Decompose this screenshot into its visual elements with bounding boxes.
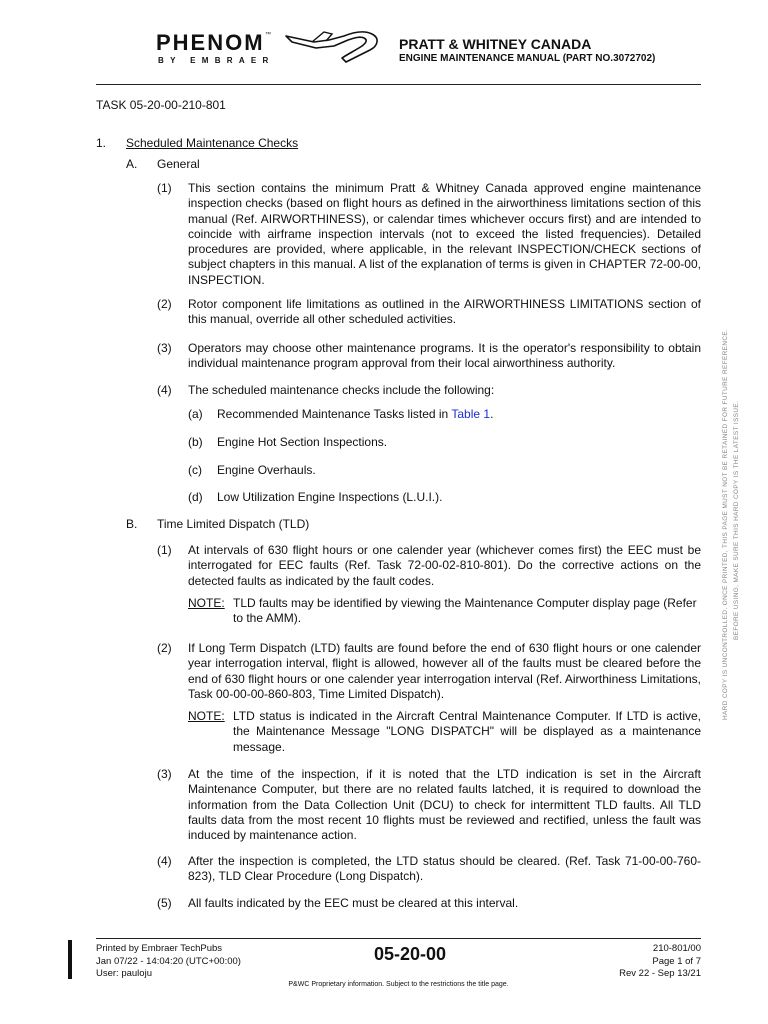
- item-text: The scheduled maintenance checks include the following:: [188, 383, 495, 397]
- note-text: TLD faults may be identified by viewing the Maintenance Computer display page (Refer to the AMM).: [233, 596, 697, 626]
- subsection-title: Time Limited Dispatch (TLD): [157, 517, 310, 531]
- item-number: (4): [157, 854, 172, 868]
- subsection-letter: B.: [126, 517, 138, 531]
- proprietary-notice: P&WC Proprietary information. Subject to the restrictions the title page.: [288, 981, 509, 988]
- subitem-text: Engine Overhauls.: [217, 463, 316, 477]
- subitem-text: Recommended Maintenance Tasks listed in Table 1.: [217, 407, 494, 421]
- header-divider: [96, 84, 701, 85]
- item-number: (1): [157, 543, 172, 557]
- phenom-logo-subtitle: BY EMBRAER: [158, 56, 275, 65]
- item-number: (1): [157, 181, 172, 195]
- task-ref: 210-801/00: [652, 943, 701, 954]
- task-number: TASK 05-20-00-210-801: [96, 98, 226, 112]
- item-number: (3): [157, 767, 172, 781]
- item-text: Rotor component life limitations as outlined in the AIRWORTHINESS LIMITATIONS section of this manual, override all other scheduled activities.: [188, 297, 701, 327]
- subsection-letter: A.: [126, 157, 138, 171]
- subitem-number: (c): [188, 463, 202, 477]
- item-number: (4): [157, 383, 172, 397]
- item-text: At intervals of 630 flight hours or one calender year (whichever comes first) the EEC must be interrogated for EEC faults (Ref. Task 72-00-02-810-801). Do the corrective actions on the detected faults as indicated by the fault codes.: [188, 543, 701, 588]
- section-number: 1.: [96, 136, 107, 150]
- item-text: All faults indicated by the EEC must be cleared at this interval.: [188, 896, 519, 910]
- subitem-number: (a): [188, 407, 203, 421]
- chapter-code: 05-20-00: [373, 944, 447, 964]
- trademark-mark: ™: [265, 32, 271, 38]
- page-info: [560, 943, 701, 981]
- subitem-text: Engine Hot Section Inspections.: [217, 435, 388, 449]
- subsection-title: General: [157, 157, 200, 171]
- item-number: (2): [157, 641, 172, 655]
- item-text: This section contains the minimum Pratt & Whitney Canada approved engine maintenance inspection checks (based on flight hours as defined in the airworthiness limitations section of this manual (Ref. AIRWORTHINESS), or calendar times whichever occurs first) and are intended to coincide with airframe inspection intervals (not to exceed the listed frequencies). Detailed procedures are provided, where applicable, in the relevant INSPECTION/CHECK sections of subject chapters in this manual. A list of the explanation of terms is given in CHAPTER 72-00-00, INSPECTION.: [188, 181, 701, 287]
- footer-divider: [96, 938, 701, 939]
- aircraft-logo-icon: [284, 28, 384, 66]
- page-number: Page 1 of 7: [652, 955, 701, 967]
- print-info: [96, 943, 241, 981]
- item-number: (5): [157, 896, 172, 910]
- item-text: At the time of the inspection, if it is noted that the LTD indication is set in the Aircraft Maintenance Computer, but there are no related faults latched, it is required to download the information from the Data Collection Unit (DCU) to check for intermittent TLD faults. All TLD faults data from the most recent 10 flights must be reviewed and rectified, unless the fault was induced by maintenance action.: [188, 767, 701, 843]
- printed-date: Jan 07/22 - 14:04:20 (UTC+00:00): [96, 955, 241, 967]
- manual-title: ENGINE MAINTENANCE MANUAL (PART NO.3072702): [399, 53, 656, 64]
- printed-by: Printed by Embraer TechPubs: [96, 943, 223, 954]
- watermark-line-2: BEFORE USING, MAKE SURE THIS HARD COPY IS THE LATEST ISSUE.: [733, 400, 740, 640]
- note-text: LTD status is indicated in the Aircraft Central Maintenance Computer. If LTD is active, the Maintenance Message "LONG DISPATCH" will be displayed as a maintenance message.: [233, 709, 701, 754]
- note-label: NOTE:: [188, 596, 225, 610]
- watermark-line-1: HARD COPY IS UNCONTROLLED. ONCE PRINTED, THIS PAGE MUST NOT BE RETAINED FOR FUTURE REFERENCE.: [722, 328, 729, 720]
- note-label: NOTE:: [188, 709, 225, 723]
- subitem-number: (d): [188, 490, 203, 504]
- subitem-text: Low Utilization Engine Inspections (L.U.I.).: [217, 490, 443, 504]
- subitem-number: (b): [188, 435, 203, 449]
- item-text: If Long Term Dispatch (LTD) faults are found before the end of 630 flight hours or one calender year interrogation interval, flight is allowed, however all of the faults must be cleared before the end of 630 flight hours or one calender year interrogation interval (Ref. Airworthiness Limitations, Task 00-00-00-860-803, Time Limited Dispatch).: [188, 641, 701, 701]
- phenom-logo: PHENOM: [156, 30, 265, 55]
- change-bar: [68, 940, 72, 979]
- table-1-link[interactable]: Table 1: [451, 407, 491, 421]
- uncontrolled-copy-watermark: [722, 290, 748, 720]
- user: User: pauloju: [96, 968, 152, 979]
- item-number: (3): [157, 341, 172, 355]
- item-text: After the inspection is completed, the LTD status should be cleared. (Ref. Task 71-00-00-760-823), TLD Clear Procedure (Long Dispatch).: [188, 854, 701, 884]
- company-name: PRATT & WHITNEY CANADA: [399, 36, 592, 52]
- item-number: (2): [157, 297, 172, 311]
- revision: Rev 22 - Sep 13/21: [619, 968, 701, 979]
- item-text: Operators may choose other maintenance programs. It is the operator's responsibility to obtain individual maintenance program approval from their local airworthiness authority.: [188, 341, 701, 371]
- section-title: Scheduled Maintenance Checks: [126, 136, 299, 150]
